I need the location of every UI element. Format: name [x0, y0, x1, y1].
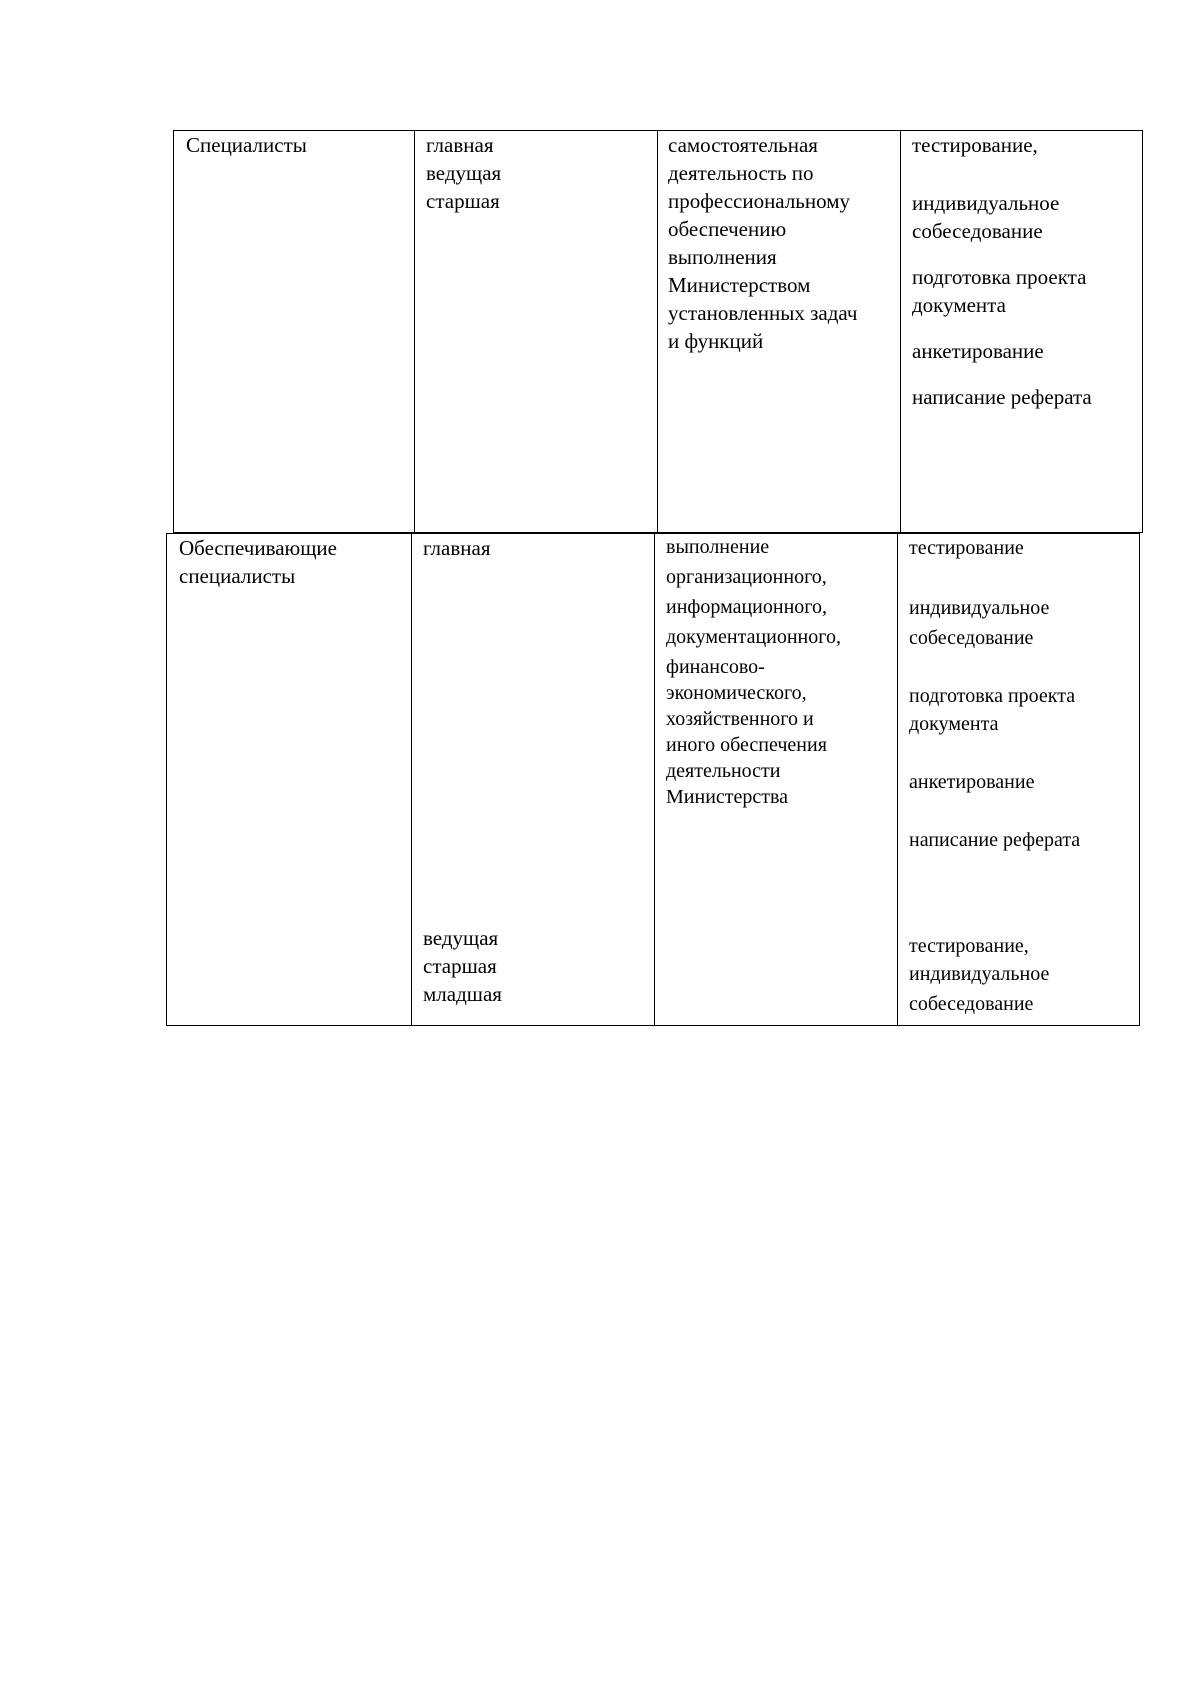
duty-line: организационного,: [666, 566, 827, 588]
method-line: анкетирование: [909, 771, 1035, 793]
methods-cell-top: [909, 534, 1080, 854]
methods-cell-bottom: [909, 932, 1049, 1018]
method-line: индивидуальное: [909, 963, 1050, 985]
duty-line: информационного,: [666, 596, 827, 618]
category-cell: [179, 534, 337, 590]
method-line: собеседование: [912, 219, 1043, 243]
method-line: документа: [909, 713, 999, 735]
method-line: подготовка проекта: [912, 265, 1087, 289]
groups-cell-top: [423, 534, 490, 562]
method-line: анкетирование: [912, 339, 1044, 363]
group-item: старшая: [423, 954, 497, 978]
column-divider: [897, 534, 898, 1025]
method-line: написание реферата: [909, 829, 1081, 851]
groups-cell: [426, 131, 501, 215]
category-text: Специалисты: [186, 133, 307, 157]
method-line: индивидуальное: [909, 597, 1050, 619]
category-cell: [186, 131, 307, 159]
duty-line: профессиональному: [668, 189, 850, 213]
table-row: [173, 130, 1143, 533]
methods-cell: [912, 131, 1092, 411]
column-divider: [411, 534, 412, 1025]
duty-line: выполнение: [666, 536, 770, 558]
method-line: написание реферата: [912, 385, 1092, 409]
column-divider: [654, 534, 655, 1025]
duty-line: деятельности: [666, 760, 781, 782]
table-row: [166, 533, 1140, 1026]
duty-line: документационного,: [666, 626, 841, 648]
method-line: тестирование,: [912, 133, 1038, 157]
column-divider: [414, 131, 415, 532]
group-item: главная: [423, 536, 491, 560]
method-line: собеседование: [909, 627, 1034, 649]
category-text: специалисты: [179, 564, 296, 588]
method-line: тестирование: [909, 537, 1024, 559]
group-item: ведущая: [426, 161, 502, 185]
group-item: ведущая: [423, 926, 499, 950]
duty-line: финансово-: [666, 656, 765, 678]
duty-line: выполнения: [668, 245, 777, 269]
duty-line: экономического,: [666, 682, 807, 704]
column-divider: [900, 131, 901, 532]
duty-line: самостоятельная: [668, 133, 818, 157]
duty-line: хозяйственного и: [666, 708, 814, 730]
duty-line: и функций: [668, 329, 764, 353]
method-line: собеседование: [909, 993, 1034, 1015]
group-item: младшая: [423, 982, 502, 1006]
duty-line: Министерства: [666, 786, 789, 808]
duties-cell: [668, 131, 857, 355]
duty-line: обеспечению: [668, 217, 787, 241]
groups-cell-bottom: [423, 924, 502, 1008]
method-line: документа: [912, 293, 1006, 317]
duty-line: деятельность по: [668, 161, 814, 185]
group-item: старшая: [426, 189, 500, 213]
duty-line: установленных задач: [668, 301, 858, 325]
duty-line: иного обеспечения: [666, 734, 827, 756]
method-line: подготовка проекта: [909, 685, 1076, 707]
method-line: индивидуальное: [912, 191, 1060, 215]
group-item: главная: [426, 133, 494, 157]
duty-line: Министерством: [668, 273, 811, 297]
column-divider: [657, 131, 658, 532]
method-line: тестирование,: [909, 935, 1029, 957]
duties-cell: [666, 534, 841, 810]
category-text: Обеспечивающие: [179, 536, 337, 560]
